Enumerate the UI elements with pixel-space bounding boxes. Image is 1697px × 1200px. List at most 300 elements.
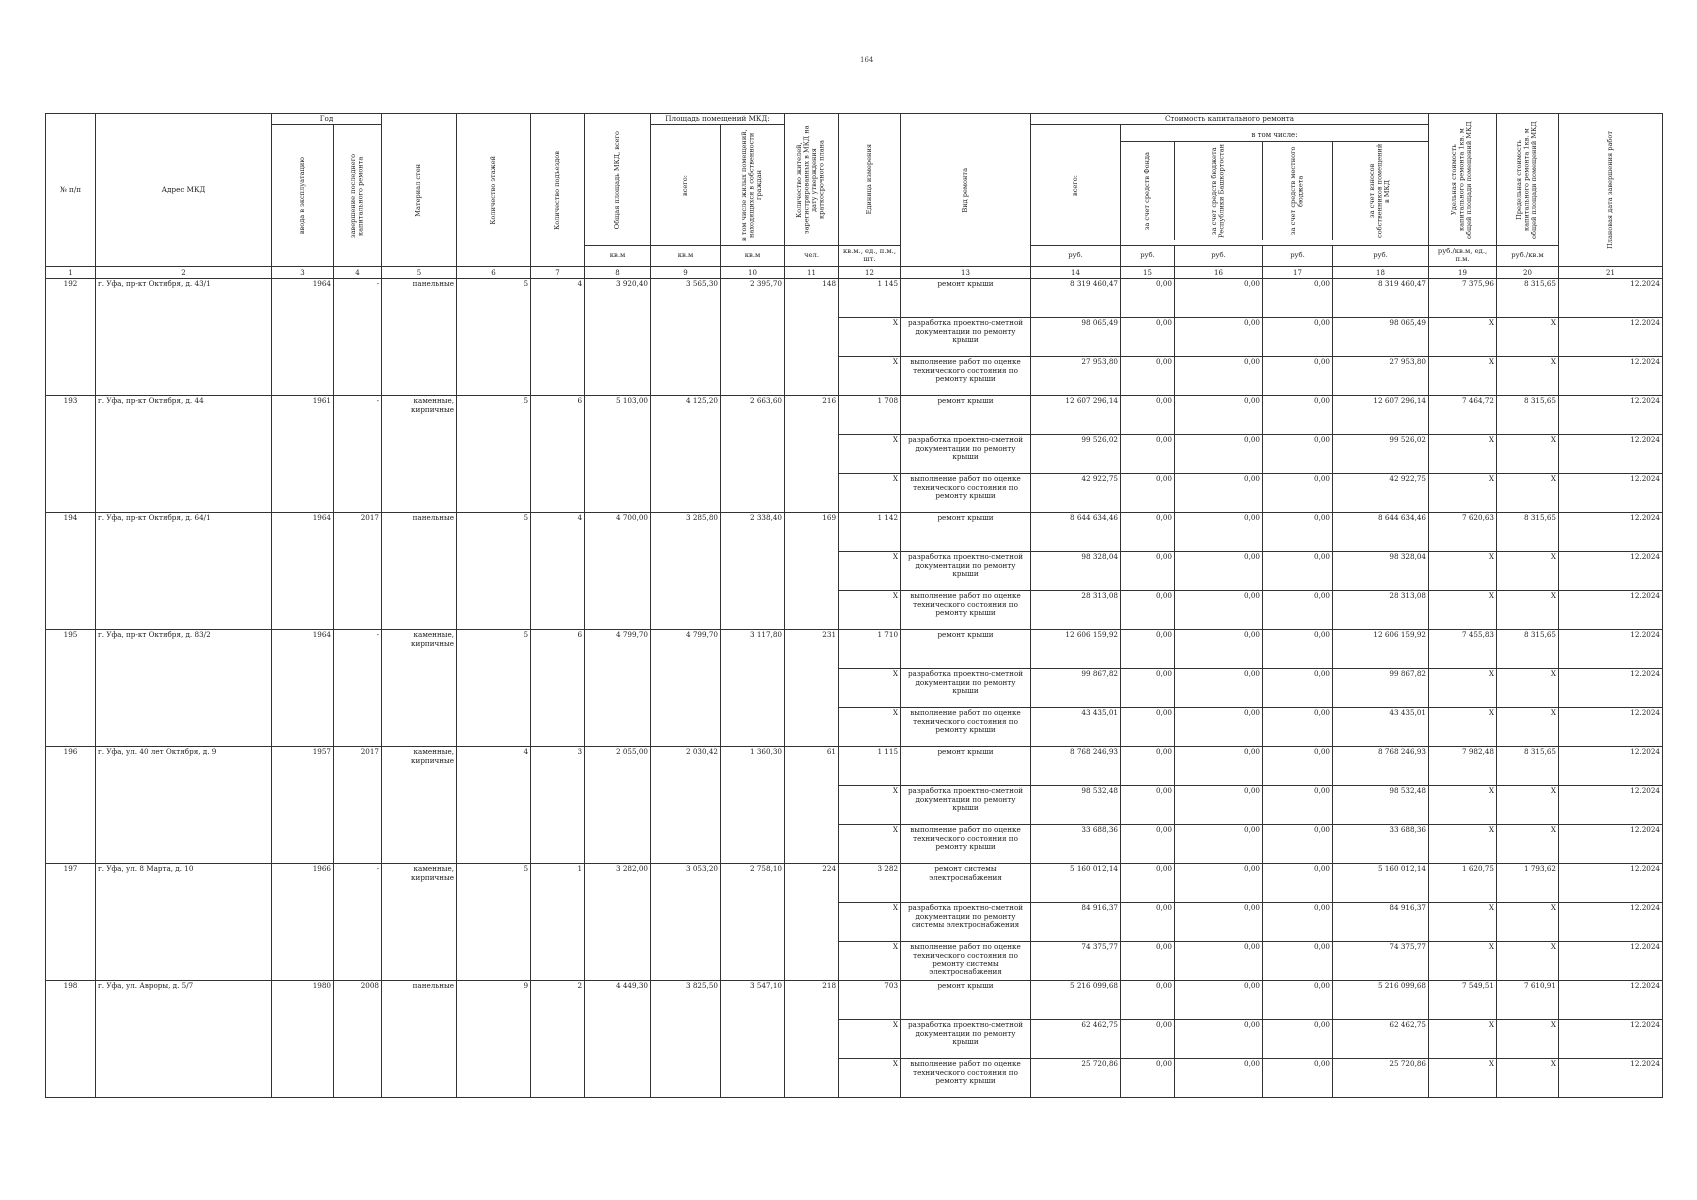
repair-kind: выполнение работ по оценке технического состояния по ремонту крыши <box>901 357 1031 396</box>
premises-area: 3 565,30 <box>651 279 721 396</box>
cost-republic-budget: 0,00 <box>1175 669 1263 708</box>
table-row <box>46 396 1663 435</box>
entrances-count: 4 <box>531 279 585 396</box>
unit-19: руб./кв.м, ед., п.м. <box>1429 246 1497 267</box>
cost-republic-budget: 0,00 <box>1175 786 1263 825</box>
planned-date: 12.2024 <box>1559 630 1663 669</box>
building-address: г. Уфа, пр-кт Октября, д. 83/2 <box>96 630 272 747</box>
planned-date: 12.2024 <box>1559 279 1663 318</box>
residents-count: 216 <box>785 396 839 513</box>
specific-cost: X <box>1429 903 1497 942</box>
entrances-count: 3 <box>531 747 585 864</box>
specific-cost: X <box>1429 435 1497 474</box>
year-built: 1961 <box>272 396 334 513</box>
limit-cost: X <box>1497 435 1559 474</box>
total-area: 4 449,30 <box>585 981 651 1098</box>
repair-kind: ремонт крыши <box>901 396 1031 435</box>
limit-cost: X <box>1497 552 1559 591</box>
header-col-8 <box>585 114 651 246</box>
last-repair-year: - <box>334 279 382 396</box>
row-number: 192 <box>46 279 96 396</box>
planned-date: 12.2024 <box>1559 825 1663 864</box>
last-repair-year: 2017 <box>334 513 382 630</box>
cost-total: 33 688,36 <box>1031 825 1121 864</box>
entrances-count: 6 <box>531 630 585 747</box>
measure-unit: X <box>839 318 901 357</box>
cost-fund: 0,00 <box>1121 1020 1175 1059</box>
header-col-12 <box>839 114 901 246</box>
planned-date: 12.2024 <box>1559 552 1663 591</box>
unit-16: руб. <box>1175 246 1263 267</box>
cost-republic-budget: 0,00 <box>1175 942 1263 981</box>
cost-total: 42 922,75 <box>1031 474 1121 513</box>
year-built: 1964 <box>272 279 334 396</box>
cost-total: 98 532,48 <box>1031 786 1121 825</box>
column-number: 19 <box>1429 267 1497 279</box>
building-address: г. Уфа, ул. Авроры, д. 5/7 <box>96 981 272 1098</box>
cost-local-budget: 0,00 <box>1263 591 1333 630</box>
limit-cost: X <box>1497 786 1559 825</box>
header-col-19 <box>1429 114 1497 246</box>
unit-15: руб. <box>1121 246 1175 267</box>
total-area: 5 103,00 <box>585 396 651 513</box>
cost-total: 8 319 460,47 <box>1031 279 1121 318</box>
building-address: г. Уфа, ул. 40 лет Октября, д. 9 <box>96 747 272 864</box>
cost-republic-budget: 0,00 <box>1175 279 1263 318</box>
specific-cost: 7 549,51 <box>1429 981 1497 1020</box>
header-col-6 <box>457 114 531 267</box>
header-col-15 <box>1121 142 1175 240</box>
planned-date: 12.2024 <box>1559 474 1663 513</box>
specific-cost: X <box>1429 942 1497 981</box>
column-number: 11 <box>785 267 839 279</box>
row-number: 193 <box>46 396 96 513</box>
column-number: 4 <box>334 267 382 279</box>
measure-unit: X <box>839 1059 901 1098</box>
cost-republic-budget: 0,00 <box>1175 1020 1263 1059</box>
repair-kind: ремонт крыши <box>901 513 1031 552</box>
cost-republic-budget: 0,00 <box>1175 357 1263 396</box>
wall-material: каменные, кирпичные <box>382 864 457 981</box>
cost-total: 28 313,08 <box>1031 591 1121 630</box>
header-col-10 <box>721 125 785 246</box>
cost-total: 12 607 296,14 <box>1031 396 1121 435</box>
cost-total: 98 065,49 <box>1031 318 1121 357</box>
header-col-5 <box>382 114 457 267</box>
cost-fund: 0,00 <box>1121 981 1175 1020</box>
measure-unit: 1 115 <box>839 747 901 786</box>
cost-owners: 62 462,75 <box>1333 1020 1429 1059</box>
limit-cost: X <box>1497 357 1559 396</box>
building-address: г. Уфа, пр-кт Октября, д. 64/1 <box>96 513 272 630</box>
planned-date: 12.2024 <box>1559 708 1663 747</box>
column-number: 7 <box>531 267 585 279</box>
wall-material: каменные, кирпичные <box>382 630 457 747</box>
planned-date: 12.2024 <box>1559 513 1663 552</box>
cost-total: 27 953,80 <box>1031 357 1121 396</box>
cost-owners: 98 532,48 <box>1333 786 1429 825</box>
total-area: 3 920,40 <box>585 279 651 396</box>
cost-local-budget: 0,00 <box>1263 279 1333 318</box>
header-incl-cols <box>1121 142 1428 240</box>
repair-kind: ремонт крыши <box>901 981 1031 1020</box>
building-address: г. Уфа, ул. 8 Марта, д. 10 <box>96 864 272 981</box>
specific-cost: 7 620,63 <box>1429 513 1497 552</box>
cost-owners: 98 065,49 <box>1333 318 1429 357</box>
unit-10: кв.м <box>721 246 785 267</box>
specific-cost: X <box>1429 1059 1497 1098</box>
cost-republic-budget: 0,00 <box>1175 903 1263 942</box>
unit-17: руб. <box>1263 246 1333 267</box>
living-area: 1 360,30 <box>721 747 785 864</box>
repair-plan-table <box>45 113 1663 1098</box>
header-col-20-text: Предельная стоимость капитального ремонта 1кв. м общей площади помещений МКД <box>1515 120 1539 239</box>
cost-fund: 0,00 <box>1121 279 1175 318</box>
last-repair-year: 2017 <box>334 747 382 864</box>
header-col-11 <box>785 114 839 246</box>
header-col-13 <box>901 114 1031 267</box>
premises-area: 3 053,20 <box>651 864 721 981</box>
specific-cost: X <box>1429 669 1497 708</box>
cost-fund: 0,00 <box>1121 630 1175 669</box>
living-area: 2 663,60 <box>721 396 785 513</box>
measure-unit: X <box>839 942 901 981</box>
cost-fund: 0,00 <box>1121 864 1175 903</box>
cost-republic-budget: 0,00 <box>1175 1059 1263 1098</box>
last-repair-year: - <box>334 396 382 513</box>
cost-local-budget: 0,00 <box>1263 630 1333 669</box>
limit-cost: 8 315,65 <box>1497 630 1559 669</box>
residents-count: 231 <box>785 630 839 747</box>
cost-republic-budget: 0,00 <box>1175 474 1263 513</box>
column-number: 5 <box>382 267 457 279</box>
planned-date: 12.2024 <box>1559 747 1663 786</box>
column-number: 10 <box>721 267 785 279</box>
header-col-4 <box>334 125 382 267</box>
unit-8: кв.м <box>585 246 651 267</box>
cost-local-budget: 0,00 <box>1263 708 1333 747</box>
floors-count: 5 <box>457 864 531 981</box>
measure-unit: 1 708 <box>839 396 901 435</box>
wall-material: каменные, кирпичные <box>382 747 457 864</box>
table-row <box>46 981 1663 1020</box>
header-col-17-text: за счет средств местного бюджета <box>1289 146 1305 236</box>
cost-total: 8 644 634,46 <box>1031 513 1121 552</box>
measure-unit: 1 142 <box>839 513 901 552</box>
header-col-10-text: в том числе жилых помещений, находящихся в собственности граждан <box>740 129 764 242</box>
header-col-18 <box>1333 142 1428 240</box>
header-col-21-text: Плановая дата завершения работ <box>1605 131 1614 250</box>
column-number: 15 <box>1121 267 1175 279</box>
cost-local-budget: 0,00 <box>1263 1020 1333 1059</box>
wall-material: панельные <box>382 981 457 1098</box>
cost-republic-budget: 0,00 <box>1175 864 1263 903</box>
repair-kind: разработка проектно-сметной документации по ремонту крыши <box>901 318 1031 357</box>
planned-date: 12.2024 <box>1559 318 1663 357</box>
building-address: г. Уфа, пр-кт Октября, д. 43/1 <box>96 279 272 396</box>
limit-cost: X <box>1497 1020 1559 1059</box>
cost-total: 25 720,86 <box>1031 1059 1121 1098</box>
specific-cost: X <box>1429 357 1497 396</box>
measure-unit: 3 282 <box>839 864 901 903</box>
measure-unit: X <box>839 552 901 591</box>
table-row <box>46 630 1663 669</box>
limit-cost: 8 315,65 <box>1497 279 1559 318</box>
measure-unit: X <box>839 669 901 708</box>
cost-total: 5 216 099,68 <box>1031 981 1121 1020</box>
cost-local-budget: 0,00 <box>1263 396 1333 435</box>
cost-owners: 33 688,36 <box>1333 825 1429 864</box>
cost-total: 5 160 012,14 <box>1031 864 1121 903</box>
last-repair-year: - <box>334 630 382 747</box>
header-area-group: Площадь помещений МКД: <box>651 114 785 125</box>
premises-area: 4 799,70 <box>651 630 721 747</box>
total-area: 4 700,00 <box>585 513 651 630</box>
cost-local-budget: 0,00 <box>1263 1059 1333 1098</box>
repair-plan-table-wrapper <box>45 113 1662 1098</box>
column-number: 8 <box>585 267 651 279</box>
floors-count: 5 <box>457 279 531 396</box>
limit-cost: X <box>1497 669 1559 708</box>
header-col-19-text: Удельная стоимость капитального ремонта 1кв. м общей площади помещений МКД <box>1450 120 1474 239</box>
header-col-3 <box>272 125 334 267</box>
floors-count: 4 <box>457 747 531 864</box>
header-col-14-text: всего: <box>1070 174 1079 196</box>
column-number: 2 <box>96 267 272 279</box>
header-col-21 <box>1559 114 1663 267</box>
cost-local-budget: 0,00 <box>1263 786 1333 825</box>
header-col-12-text: Единица измерения <box>864 144 873 215</box>
cost-republic-budget: 0,00 <box>1175 630 1263 669</box>
planned-date: 12.2024 <box>1559 669 1663 708</box>
premises-area: 3 285,80 <box>651 513 721 630</box>
column-number: 20 <box>1497 267 1559 279</box>
specific-cost: X <box>1429 318 1497 357</box>
row-number: 196 <box>46 747 96 864</box>
cost-owners: 25 720,86 <box>1333 1059 1429 1098</box>
measure-unit: 1 145 <box>839 279 901 318</box>
specific-cost: X <box>1429 786 1497 825</box>
header-col-7 <box>531 114 585 267</box>
specific-cost: X <box>1429 708 1497 747</box>
unit-20: руб./кв.м <box>1497 246 1559 267</box>
total-area: 3 282,00 <box>585 864 651 981</box>
cost-total: 99 526,02 <box>1031 435 1121 474</box>
premises-area: 2 030,42 <box>651 747 721 864</box>
cost-local-budget: 0,00 <box>1263 318 1333 357</box>
limit-cost: X <box>1497 708 1559 747</box>
cost-fund: 0,00 <box>1121 942 1175 981</box>
cost-owners: 99 526,02 <box>1333 435 1429 474</box>
measure-unit: X <box>839 474 901 513</box>
table-row <box>46 864 1663 903</box>
specific-cost: X <box>1429 591 1497 630</box>
cost-fund: 0,00 <box>1121 435 1175 474</box>
cost-local-budget: 0,00 <box>1263 864 1333 903</box>
cost-republic-budget: 0,00 <box>1175 981 1263 1020</box>
limit-cost: X <box>1497 942 1559 981</box>
column-number: 14 <box>1031 267 1121 279</box>
column-number: 18 <box>1333 267 1429 279</box>
premises-area: 4 125,20 <box>651 396 721 513</box>
cost-local-budget: 0,00 <box>1263 903 1333 942</box>
living-area: 2 338,40 <box>721 513 785 630</box>
column-number: 12 <box>839 267 901 279</box>
cost-fund: 0,00 <box>1121 708 1175 747</box>
header-col-15-text: за счет средств Фонда <box>1142 151 1151 230</box>
header-year-group: Год <box>272 114 382 125</box>
header-col-9-text: всего: <box>680 174 689 196</box>
floors-count: 5 <box>457 396 531 513</box>
planned-date: 12.2024 <box>1559 435 1663 474</box>
table-row <box>46 747 1663 786</box>
entrances-count: 4 <box>531 513 585 630</box>
cost-fund: 0,00 <box>1121 903 1175 942</box>
repair-kind: выполнение работ по оценке технического состояния по ремонту системы электроснабжения <box>901 942 1031 981</box>
header-col-9 <box>651 125 721 246</box>
repair-kind: разработка проектно-сметной документации по ремонту крыши <box>901 786 1031 825</box>
specific-cost: 7 982,48 <box>1429 747 1497 786</box>
entrances-count: 1 <box>531 864 585 981</box>
header-col-3-text: ввода в эксплуатацию <box>297 157 306 235</box>
year-built: 1964 <box>272 630 334 747</box>
cost-fund: 0,00 <box>1121 318 1175 357</box>
planned-date: 12.2024 <box>1559 591 1663 630</box>
floors-count: 5 <box>457 630 531 747</box>
specific-cost: 7 375,96 <box>1429 279 1497 318</box>
measure-unit: X <box>839 708 901 747</box>
header-col-5-text: Материал стен <box>414 163 423 217</box>
cost-local-budget: 0,00 <box>1263 669 1333 708</box>
limit-cost: X <box>1497 318 1559 357</box>
column-number: 1 <box>46 267 96 279</box>
measure-unit: 703 <box>839 981 901 1020</box>
cost-total: 74 375,77 <box>1031 942 1121 981</box>
specific-cost: 7 455,83 <box>1429 630 1497 669</box>
entrances-count: 2 <box>531 981 585 1098</box>
living-area: 2 395,70 <box>721 279 785 396</box>
cost-owners: 28 313,08 <box>1333 591 1429 630</box>
header-col-4-text: завершение последнего капитального ремонта <box>348 153 365 238</box>
header-incl-group <box>1121 125 1429 246</box>
repair-kind: разработка проектно-сметной документации по ремонту крыши <box>901 669 1031 708</box>
cost-owners: 43 435,01 <box>1333 708 1429 747</box>
cost-fund: 0,00 <box>1121 513 1175 552</box>
living-area: 3 117,80 <box>721 630 785 747</box>
cost-republic-budget: 0,00 <box>1175 318 1263 357</box>
cost-total: 43 435,01 <box>1031 708 1121 747</box>
cost-fund: 0,00 <box>1121 552 1175 591</box>
planned-date: 12.2024 <box>1559 357 1663 396</box>
planned-date: 12.2024 <box>1559 864 1663 903</box>
cost-local-budget: 0,00 <box>1263 435 1333 474</box>
measure-unit: X <box>839 903 901 942</box>
measure-unit: X <box>839 435 901 474</box>
specific-cost: X <box>1429 552 1497 591</box>
repair-kind: ремонт крыши <box>901 279 1031 318</box>
row-number: 198 <box>46 981 96 1098</box>
planned-date: 12.2024 <box>1559 942 1663 981</box>
cost-fund: 0,00 <box>1121 591 1175 630</box>
limit-cost: X <box>1497 1059 1559 1098</box>
unit-18: руб. <box>1333 246 1429 267</box>
table-row <box>46 513 1663 552</box>
column-number: 17 <box>1263 267 1333 279</box>
cost-republic-budget: 0,00 <box>1175 552 1263 591</box>
residents-count: 218 <box>785 981 839 1098</box>
header-col-2: Адрес МКД <box>96 114 272 267</box>
specific-cost: X <box>1429 474 1497 513</box>
column-number: 3 <box>272 267 334 279</box>
column-number: 21 <box>1559 267 1663 279</box>
cost-local-budget: 0,00 <box>1263 981 1333 1020</box>
header-col-16 <box>1175 142 1263 240</box>
cost-republic-budget: 0,00 <box>1175 513 1263 552</box>
column-number: 13 <box>901 267 1031 279</box>
specific-cost: 7 464,72 <box>1429 396 1497 435</box>
cost-owners: 84 916,37 <box>1333 903 1429 942</box>
residents-count: 224 <box>785 864 839 981</box>
cost-owners: 8 768 246,93 <box>1333 747 1429 786</box>
cost-owners: 12 607 296,14 <box>1333 396 1429 435</box>
wall-material: панельные <box>382 513 457 630</box>
header-col-11-text: Количество жителей, зарегистрированных в МКД на дату утверждения краткосрочного плана <box>795 125 827 234</box>
cost-local-budget: 0,00 <box>1263 474 1333 513</box>
column-number: 6 <box>457 267 531 279</box>
cost-total: 99 867,82 <box>1031 669 1121 708</box>
header-col-7-text: Количество подъездов <box>552 150 561 230</box>
cost-owners: 12 606 159,92 <box>1333 630 1429 669</box>
unit-12: кв.м., ед., п.м., шт. <box>839 246 901 267</box>
living-area: 3 547,10 <box>721 981 785 1098</box>
cost-owners: 5 160 012,14 <box>1333 864 1429 903</box>
repair-kind: выполнение работ по оценке технического состояния по ремонту крыши <box>901 825 1031 864</box>
page-number: 164 <box>860 56 874 64</box>
limit-cost: 7 610,91 <box>1497 981 1559 1020</box>
table-header <box>46 114 1663 279</box>
table-body <box>46 279 1663 1098</box>
last-repair-year: 2008 <box>334 981 382 1098</box>
column-number: 9 <box>651 267 721 279</box>
total-area: 2 055,00 <box>585 747 651 864</box>
cost-republic-budget: 0,00 <box>1175 747 1263 786</box>
specific-cost: 1 620,75 <box>1429 864 1497 903</box>
building-address: г. Уфа, пр-кт Октября, д. 44 <box>96 396 272 513</box>
cost-local-budget: 0,00 <box>1263 513 1333 552</box>
cost-owners: 8 319 460,47 <box>1333 279 1429 318</box>
cost-republic-budget: 0,00 <box>1175 396 1263 435</box>
measure-unit: X <box>839 591 901 630</box>
planned-date: 12.2024 <box>1559 396 1663 435</box>
repair-kind: разработка проектно-сметной документации по ремонту крыши <box>901 1020 1031 1059</box>
header-col-8-text: Общая площадь МКД, всего <box>612 130 621 229</box>
limit-cost: X <box>1497 903 1559 942</box>
measure-unit: X <box>839 786 901 825</box>
cost-owners: 42 922,75 <box>1333 474 1429 513</box>
cost-total: 98 328,04 <box>1031 552 1121 591</box>
repair-kind: ремонт крыши <box>901 747 1031 786</box>
repair-kind: разработка проектно-сметной документации по ремонту крыши <box>901 435 1031 474</box>
repair-kind: выполнение работ по оценке технического состояния по ремонту крыши <box>901 474 1031 513</box>
repair-kind: ремонт крыши <box>901 630 1031 669</box>
cost-owners: 8 644 634,46 <box>1333 513 1429 552</box>
floors-count: 9 <box>457 981 531 1098</box>
specific-cost: X <box>1429 1020 1497 1059</box>
limit-cost: 8 315,65 <box>1497 747 1559 786</box>
total-area: 4 799,70 <box>585 630 651 747</box>
limit-cost: X <box>1497 591 1559 630</box>
header-incl-label: в том числе: <box>1121 131 1428 142</box>
